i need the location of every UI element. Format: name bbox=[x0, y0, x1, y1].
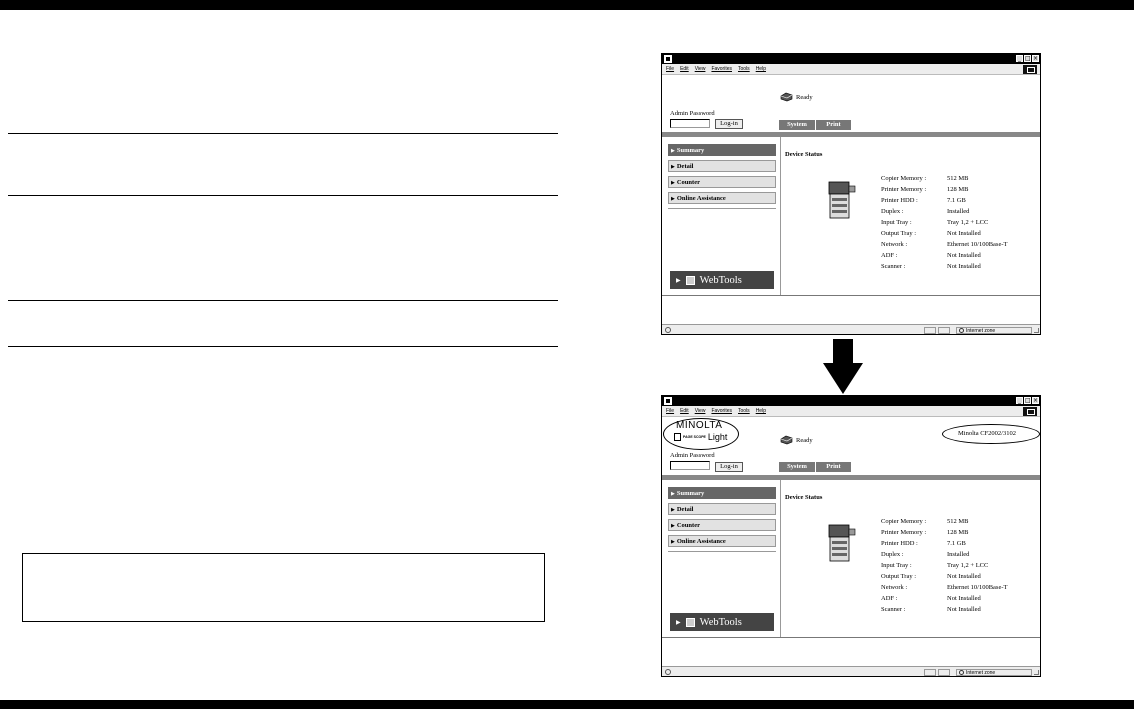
menu-edit[interactable]: Edit bbox=[680, 408, 689, 414]
admin-password-label: Admin Password bbox=[670, 452, 715, 459]
spec-label: ADF : bbox=[881, 252, 898, 259]
spec-value: Not Installed bbox=[947, 573, 981, 580]
nav-arrow-icon: ▶ bbox=[671, 165, 675, 170]
webtools-label: WebTools bbox=[699, 616, 742, 628]
page-icon bbox=[665, 669, 671, 675]
menu-file[interactable]: File bbox=[666, 408, 675, 414]
spec-label: Network : bbox=[881, 584, 908, 591]
nav-item-counter[interactable]: ▶ Counter bbox=[668, 519, 776, 531]
nav-arrow-icon: ▶ bbox=[671, 540, 675, 545]
spec-row bbox=[881, 186, 1041, 197]
minimize-button[interactable]: _ bbox=[1018, 397, 1021, 404]
admin-password-label: Admin Password bbox=[670, 110, 715, 117]
webtools-icon bbox=[686, 618, 695, 627]
printer-device-icon bbox=[827, 523, 857, 563]
status-cell bbox=[938, 327, 950, 334]
nav-separator bbox=[668, 551, 776, 552]
nav-arrow-icon: ▶ bbox=[671, 149, 675, 154]
note-box bbox=[22, 553, 545, 622]
menu-edit[interactable]: Edit bbox=[680, 66, 689, 72]
page-content bbox=[662, 76, 1040, 324]
status-text: Ready bbox=[796, 94, 813, 101]
status-cell bbox=[924, 669, 936, 676]
spec-value: 128 MB bbox=[947, 529, 969, 536]
device-status-title: Device Status bbox=[785, 494, 823, 501]
spec-label: Duplex : bbox=[881, 208, 904, 215]
tab-print[interactable]: Print bbox=[816, 120, 851, 130]
nav-arrow-icon: ▶ bbox=[671, 197, 675, 202]
spec-value: 512 MB bbox=[947, 518, 969, 525]
nav-arrow-icon: ▶ bbox=[671, 181, 675, 186]
spec-value: Not Installed bbox=[947, 252, 981, 259]
spec-row bbox=[881, 595, 1041, 606]
spec-value: Installed bbox=[947, 208, 970, 215]
spec-label: Duplex : bbox=[881, 551, 904, 558]
content-bottom-rule bbox=[662, 295, 1040, 296]
nav-arrow-icon: ▶ bbox=[671, 492, 675, 497]
title-bar bbox=[662, 396, 1040, 406]
status-text: Ready bbox=[796, 437, 813, 444]
spec-row bbox=[881, 263, 1041, 274]
webtools-banner[interactable] bbox=[670, 271, 774, 289]
pagescope-small-label: PAGE SCOPE bbox=[683, 435, 706, 439]
nav-item-online-assistance[interactable]: ▶ Online Assistance bbox=[668, 192, 776, 204]
spec-row bbox=[881, 573, 1041, 584]
status-cell bbox=[924, 327, 936, 334]
pagescope-light-label: Light bbox=[707, 432, 728, 442]
spec-row bbox=[881, 584, 1041, 595]
login-button[interactable]: Log-in bbox=[715, 462, 743, 472]
webtools-icon bbox=[686, 276, 695, 285]
spec-row bbox=[881, 540, 1041, 551]
menu-tools[interactable]: Tools bbox=[738, 66, 750, 72]
nav-item-summary[interactable]: ▶ Summary bbox=[668, 487, 776, 499]
browser-app-icon bbox=[664, 55, 672, 63]
spec-row bbox=[881, 219, 1041, 230]
webtools-arrow-icon: ▶ bbox=[676, 619, 681, 626]
spec-value: Ethernet 10/100Base-T bbox=[947, 584, 1008, 591]
globe-icon bbox=[959, 670, 964, 675]
spec-label: Scanner : bbox=[881, 263, 906, 270]
content-bottom-rule bbox=[662, 637, 1040, 638]
spec-value: 7.1 GB bbox=[947, 197, 966, 204]
minolta-logo: MINOLTA bbox=[676, 420, 723, 431]
nav-separator bbox=[668, 208, 776, 209]
spec-row bbox=[881, 197, 1041, 208]
spec-label: Output Tray : bbox=[881, 230, 917, 237]
spec-row bbox=[881, 606, 1041, 617]
printer-status-icon bbox=[780, 435, 793, 445]
status-bar bbox=[662, 324, 1040, 335]
rule-line bbox=[8, 300, 558, 301]
spec-value: Not Installed bbox=[947, 595, 981, 602]
resize-grip-icon[interactable] bbox=[1034, 328, 1039, 333]
menu-tools[interactable]: Tools bbox=[738, 408, 750, 414]
nav-arrow-icon: ▶ bbox=[671, 524, 675, 529]
tab-print[interactable]: Print bbox=[816, 462, 851, 472]
globe-icon bbox=[959, 328, 964, 333]
zone-label: Internet zone bbox=[966, 669, 996, 676]
nav-item-detail[interactable]: ▶ Detail bbox=[668, 503, 776, 515]
printer-status-icon bbox=[780, 92, 793, 102]
menu-help[interactable]: Help bbox=[755, 66, 766, 72]
page-content bbox=[662, 418, 1040, 666]
security-zone bbox=[956, 669, 1032, 676]
minimize-button[interactable]: _ bbox=[1018, 55, 1021, 62]
spec-label: Input Tray : bbox=[881, 562, 912, 569]
menu-favorites[interactable]: Favorites bbox=[711, 66, 732, 72]
spec-label: Copier Memory : bbox=[881, 175, 927, 182]
spec-label: Printer Memory : bbox=[881, 529, 927, 536]
admin-password-input[interactable] bbox=[670, 461, 710, 470]
windows-logo-icon bbox=[1023, 407, 1037, 416]
maximize-button[interactable]: □ bbox=[1025, 397, 1031, 404]
spec-value: Not Installed bbox=[947, 606, 981, 613]
spec-label: Printer HDD : bbox=[881, 197, 918, 204]
menu-bar bbox=[662, 406, 1040, 417]
spec-row bbox=[881, 241, 1041, 252]
rule-line bbox=[8, 195, 558, 196]
tab-system[interactable]: System bbox=[779, 462, 815, 472]
page-bottom-bar bbox=[0, 700, 1134, 709]
login-button[interactable]: Log-in bbox=[715, 119, 743, 129]
model-name: Minolta CF2002/3102 bbox=[958, 430, 1016, 437]
highlight-ellipse-model bbox=[942, 424, 1040, 444]
spec-label: Input Tray : bbox=[881, 219, 912, 226]
spec-value: 7.1 GB bbox=[947, 540, 966, 547]
printer-device-icon bbox=[827, 180, 857, 220]
spec-label: Printer Memory : bbox=[881, 186, 927, 193]
spec-value: 128 MB bbox=[947, 186, 969, 193]
webtools-label: WebTools bbox=[699, 274, 742, 286]
spec-row bbox=[881, 518, 1041, 529]
spec-value: Tray 1,2 + LCC bbox=[947, 562, 989, 569]
status-cell bbox=[938, 669, 950, 676]
spec-value: Not Installed bbox=[947, 263, 981, 270]
header-divider bbox=[662, 132, 1040, 137]
page-top-bar bbox=[0, 0, 1134, 10]
menu-bar bbox=[662, 64, 1040, 75]
spec-value: Ethernet 10/100Base-T bbox=[947, 241, 1008, 248]
nav-pane-border bbox=[780, 480, 781, 637]
spec-row bbox=[881, 529, 1041, 540]
close-button[interactable]: × bbox=[1033, 55, 1039, 62]
highlight-ellipse-logo bbox=[663, 418, 739, 450]
spec-row bbox=[881, 230, 1041, 241]
windows-logo-icon bbox=[1023, 65, 1037, 74]
menu-view[interactable]: View bbox=[694, 408, 706, 414]
rule-line bbox=[8, 133, 558, 134]
spec-label: Printer HDD : bbox=[881, 540, 918, 547]
browser-app-icon bbox=[664, 397, 672, 405]
spec-row bbox=[881, 208, 1041, 219]
resize-grip-icon[interactable] bbox=[1034, 670, 1039, 675]
nav-arrow-icon: ▶ bbox=[671, 508, 675, 513]
spec-label: ADF : bbox=[881, 595, 898, 602]
spec-row bbox=[881, 551, 1041, 562]
status-bar bbox=[662, 666, 1040, 677]
spec-label: Scanner : bbox=[881, 606, 906, 613]
webtools-arrow-icon: ▶ bbox=[676, 277, 681, 284]
browser-window-before bbox=[661, 53, 1041, 335]
spec-value: Tray 1,2 + LCC bbox=[947, 219, 989, 226]
webtools-banner[interactable] bbox=[670, 613, 774, 631]
menu-file[interactable]: File bbox=[666, 66, 675, 72]
spec-label: Network : bbox=[881, 241, 908, 248]
nav-item-detail[interactable]: ▶ Detail bbox=[668, 160, 776, 172]
page-icon bbox=[665, 327, 671, 333]
spec-value: Installed bbox=[947, 551, 970, 558]
nav-item-counter[interactable]: ▶ Counter bbox=[668, 176, 776, 188]
spec-value: Not Installed bbox=[947, 230, 981, 237]
spec-label: Output Tray : bbox=[881, 573, 917, 580]
device-status-title: Device Status bbox=[785, 151, 823, 158]
close-button[interactable]: × bbox=[1033, 397, 1039, 404]
nav-item-summary[interactable]: ▶ Summary bbox=[668, 144, 776, 156]
spec-row bbox=[881, 175, 1041, 186]
zone-label: Internet zone bbox=[966, 327, 996, 334]
admin-password-input[interactable] bbox=[670, 119, 710, 128]
spec-row bbox=[881, 252, 1041, 263]
header-divider bbox=[662, 475, 1040, 480]
menu-view[interactable]: View bbox=[694, 66, 706, 72]
rule-line bbox=[8, 346, 558, 347]
arrow-down-icon bbox=[823, 339, 863, 394]
security-zone bbox=[956, 327, 1032, 334]
title-bar bbox=[662, 54, 1040, 64]
maximize-button[interactable]: □ bbox=[1025, 55, 1031, 62]
nav-pane-border bbox=[780, 137, 781, 295]
spec-label: Copier Memory : bbox=[881, 518, 927, 525]
spec-row bbox=[881, 562, 1041, 573]
nav-item-online-assistance[interactable]: ▶ Online Assistance bbox=[668, 535, 776, 547]
menu-favorites[interactable]: Favorites bbox=[711, 408, 732, 414]
browser-window-after bbox=[661, 395, 1041, 677]
spec-value: 512 MB bbox=[947, 175, 969, 182]
menu-help[interactable]: Help bbox=[755, 408, 766, 414]
tab-system[interactable]: System bbox=[779, 120, 815, 130]
